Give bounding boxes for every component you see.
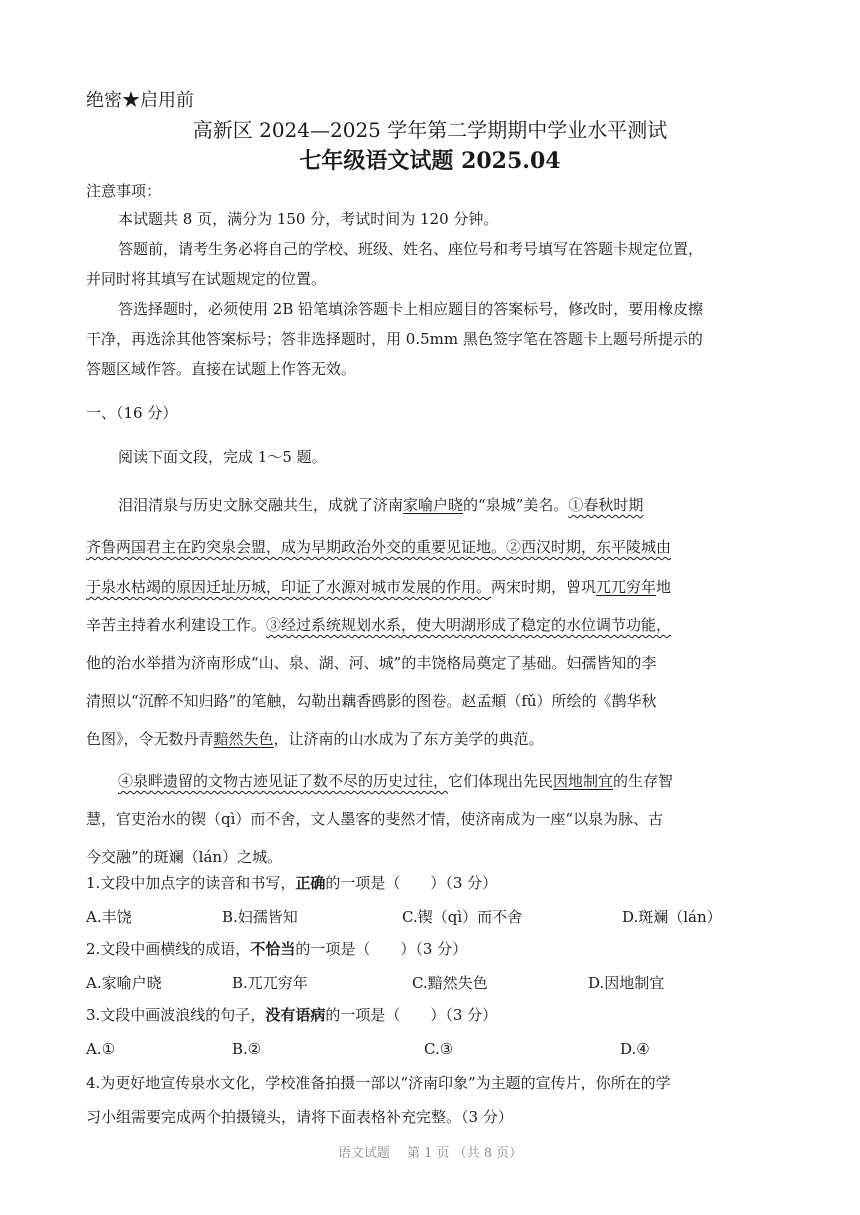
question-3 (86, 1004, 497, 1025)
question-text: 的一项是（ ）（3 分） (325, 1006, 498, 1024)
wavy-sentence: ②西汉时期，东平陵城由 (506, 538, 672, 556)
passage-text: 的生存智 (613, 772, 674, 790)
notice-line: 干净，再选涂其他答案标号；答非选择题时，用 0.5mm 黑色签字笔在答题卡上题号所提示的 (86, 330, 703, 348)
underlined-idiom: 黯然失色 (213, 730, 274, 748)
question-4: 4.为更好地宣传泉水文化，学校准备拍摄一部以“济南印象”为主题的宣传片，你所在的学 (86, 1074, 671, 1092)
passage-line (86, 614, 671, 635)
notice-line: 答题区域作答。直接在试题上作答无效。 (86, 360, 357, 378)
question-text: 的一项是（ ）（3 分） (325, 874, 498, 892)
option-a: A.家喻户晓 (86, 974, 162, 992)
passage-line: 今交融”的斑斓（lán）之城。 (86, 848, 283, 866)
passage-text: 地 (656, 578, 672, 596)
page-footer: 语文试题 第 1 页 （共 8 页） (337, 1146, 523, 1161)
underlined-idiom: 因地制宜 (553, 772, 614, 790)
option-d: D.④ (620, 1040, 650, 1058)
passage-line (118, 494, 643, 515)
option-c: C.③ (424, 1040, 454, 1058)
question-keyword: 不恰当 (250, 940, 296, 958)
question-text: 的一项是（ ）（3 分） (295, 940, 468, 958)
option-c: C.锲（qì）而不舍 (402, 908, 523, 926)
option-c: C.黯然失色 (412, 974, 488, 992)
wavy-sentence: ③经过系统规划水系，使大明湖形成了稳定的水位调节功能， (266, 616, 672, 634)
passage-text: 两宋时期，曾巩 (491, 578, 597, 596)
wavy-sentence: 于泉水枯竭的原因迁址历城，印证了水源对城市发展的作用。 (86, 578, 492, 596)
passage-text: 它们体现出先民 (448, 772, 554, 790)
wavy-sentence: 齐鲁两国君主在趵突泉会盟，成为早期政治外交的重要见证地。 (86, 538, 507, 556)
passage-line: 清照以“沉醉不知归路”的笔触，勾勒出藕香鸥影的图卷。赵孟頫（fǔ）所绘的《鹊华秋 (86, 692, 657, 710)
wavy-sentence: ④泉畔遗留的文物古迹见证了数不尽的历史过往， (118, 772, 449, 790)
passage-line (86, 536, 671, 557)
exam-subtitle: 七年级语文试题 2025.04 (299, 148, 561, 174)
question-keyword: 没有语病 (265, 1006, 326, 1024)
wavy-sentence: ①春秋时期 (568, 496, 644, 514)
question-4-cont: 习小组需要完成两个拍摄镜头，请将下面表格补充完整。（3 分） (86, 1108, 513, 1126)
passage-text: 的“泉城”美名。 (463, 496, 569, 514)
notice-line: 并同时将其填写在试题规定的位置。 (86, 270, 327, 288)
option-a: A.丰饶 (86, 908, 132, 926)
option-d: D.斑斓（lán） (622, 908, 722, 926)
secret-mark: 绝密★启用前 (86, 90, 194, 111)
passage-line: 他的治水举措为济南形成“山、泉、湖、河、城”的丰饶格局奠定了基础。妇孺皆知的李 (86, 654, 657, 672)
option-d: D.因地制宜 (588, 974, 665, 992)
underlined-idiom: 兀兀穷年 (596, 578, 657, 596)
question-text: 1.文段中加点字的读音和书写， (86, 874, 296, 892)
option-a: A.① (86, 1040, 116, 1058)
passage-text: ，让济南的山水成为了东方美学的典范。 (273, 730, 544, 748)
question-1 (86, 872, 497, 893)
notice-line: 答选择题时，必须使用 2B 铅笔填涂答题卡上相应题目的答案标号，修改时，要用橡皮擦 (118, 300, 704, 318)
question-2 (86, 938, 467, 959)
passage-line: 慧，官吏治水的锲（qì）而不舍，文人墨客的斐然才情，使济南成为一座“以泉为脉、古 (86, 810, 664, 828)
passage-line (86, 728, 544, 749)
passage-text: 辛苦主持着水利建设工作。 (86, 616, 267, 634)
notice-line: 本试题共 8 页，满分为 150 分，考试时间为 120 分钟。 (118, 210, 499, 228)
passage-line (118, 770, 673, 791)
question-text: 3.文段中画波浪线的句子， (86, 1006, 266, 1024)
passage-text: 色图》，令无数丹青 (86, 730, 214, 748)
question-keyword: 正确 (295, 874, 326, 892)
underlined-idiom: 家喻户晓 (403, 496, 464, 514)
section-heading: 一、（16 分） (86, 404, 178, 422)
option-b: B.妇孺皆知 (222, 908, 298, 926)
option-b: B.兀兀穷年 (232, 974, 308, 992)
passage-text: 泪泪清泉与历史文脉交融共生，成就了济南 (118, 496, 404, 514)
notice-line: 答题前，请考生务必将自己的学校、班级、姓名、座位号和考号填写在答题卡规定位置， (118, 240, 704, 258)
notice-heading: 注意事项： (86, 182, 162, 200)
section-instruction: 阅读下面文段，完成 1～5 题。 (118, 448, 327, 466)
exam-title: 高新区 2024—2025 学年第二学期期中学业水平测试 (192, 118, 668, 142)
passage-line (86, 576, 671, 597)
option-b: B.② (232, 1040, 262, 1058)
question-text: 2.文段中画横线的成语， (86, 940, 251, 958)
